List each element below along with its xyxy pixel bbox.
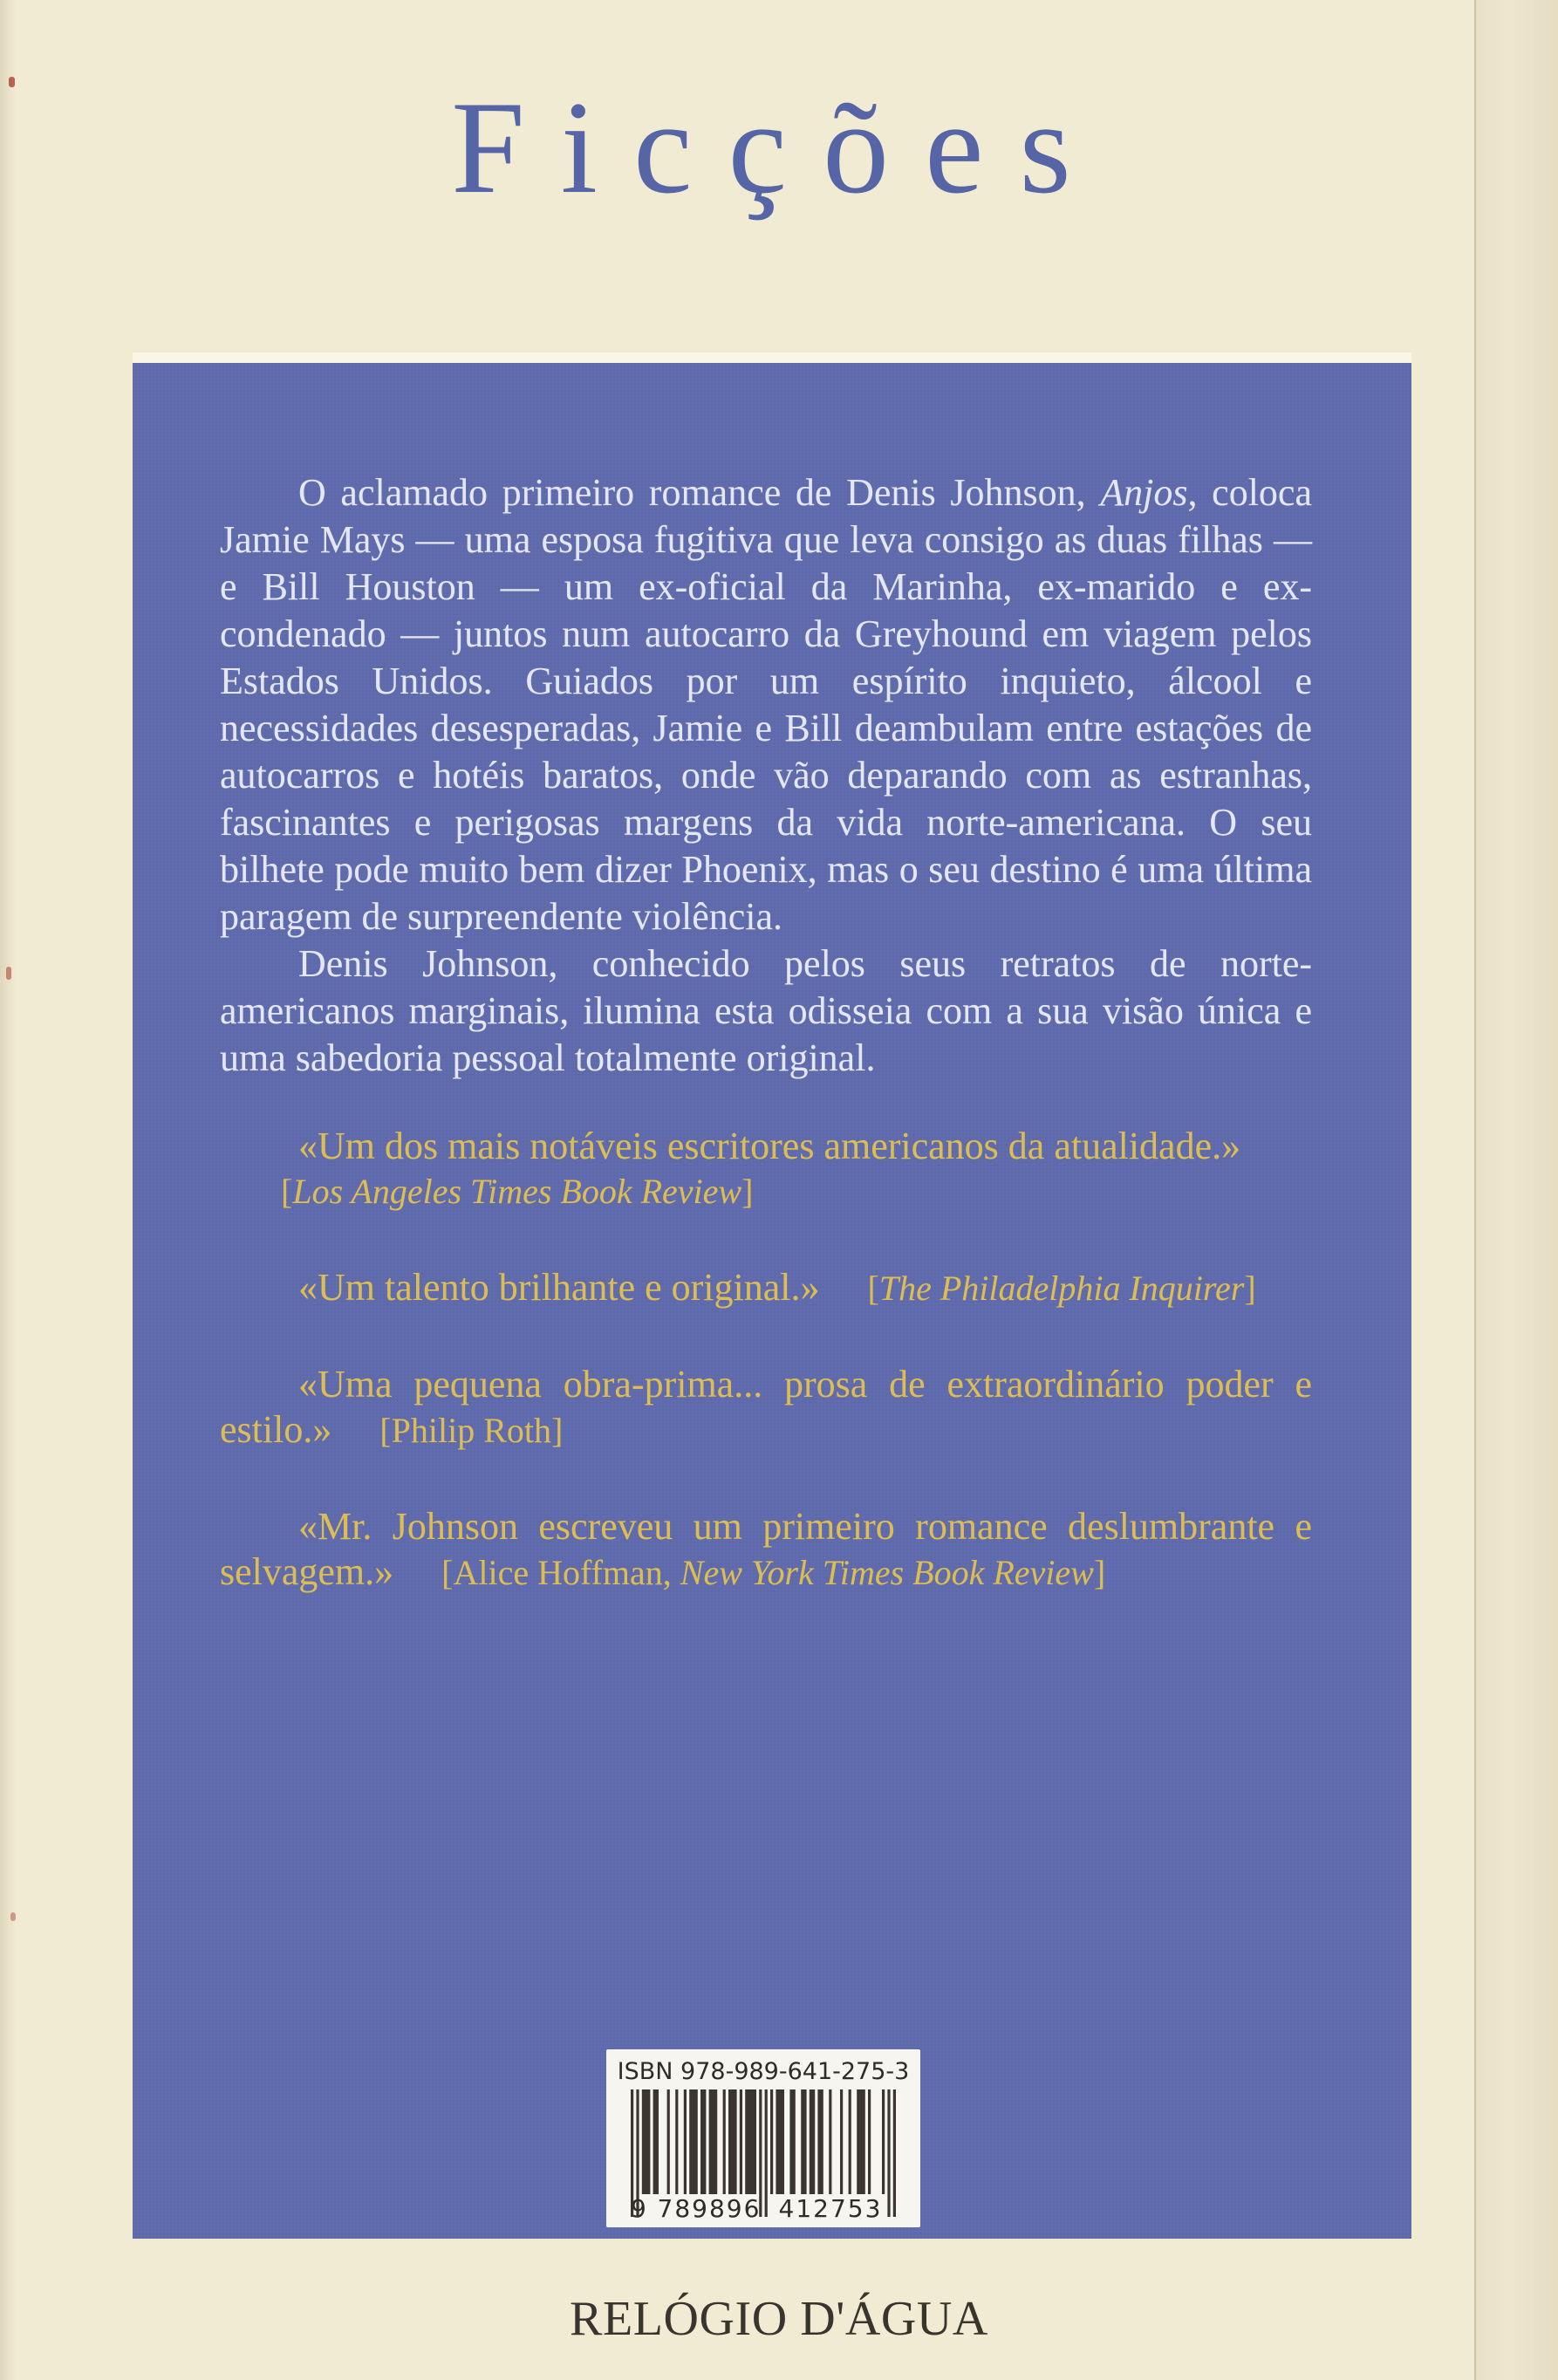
synopsis-panel xyxy=(133,363,1411,2239)
barcode xyxy=(606,2049,920,2227)
barcode-digits xyxy=(631,2196,896,2222)
quote-source: [Philip Roth] xyxy=(379,1411,564,1450)
quote-source: [Los Angeles Times Book Review] xyxy=(281,1172,754,1211)
panel-top-edge xyxy=(133,352,1411,363)
review-quotes xyxy=(220,1124,1312,1596)
barcode-digit-lead: 9 xyxy=(631,2194,646,2223)
review-quote-2 xyxy=(220,1265,1312,1311)
review-quote-3 xyxy=(220,1362,1312,1453)
quote-source: [The Philadelphia Inquirer] xyxy=(867,1269,1256,1308)
scan-speck xyxy=(10,1912,16,1921)
synopsis xyxy=(220,469,1312,1082)
scan-speck xyxy=(6,967,11,980)
review-quote-1 xyxy=(220,1124,1312,1214)
page-left-edge xyxy=(0,0,16,2380)
barcode-digit-group-2: 412753 xyxy=(778,2194,883,2223)
quote-text: «Um talento brilhante e original.» xyxy=(298,1266,820,1309)
barcode-digit-group-1: 789896 xyxy=(657,2194,762,2223)
review-quote-4 xyxy=(220,1504,1312,1596)
scan-speck xyxy=(9,77,15,87)
publisher-name: RELÓGIO D'ÁGUA xyxy=(570,2292,988,2346)
quote-text: «Uma pequena obra-prima... prosa de extraordinário poder e estilo.» xyxy=(220,1363,1312,1451)
quote-source: [Alice Hoffman, New York Times Book Review] xyxy=(441,1553,1106,1592)
isbn-label: ISBN 978-989-641-275-3 xyxy=(617,2058,910,2085)
quote-text: «Mr. Johnson escreveu um primeiro romance deslumbrante e selvagem.» xyxy=(220,1505,1312,1593)
synopsis-paragraph-1: O aclamado primeiro romance de Denis Johnson, Anjos, coloca Jamie Mays — uma esposa fugitiva que leva consigo as duas filhas — e Bill Houston — um ex-oficial da Marinha, ex-marido e ex-condenado — juntos num autocarro da Greyhound em viagem pelos Estados Unidos. Guiados por um espírito inquieto, álcool e necessidades desesperadas, Jamie e Bill deambulam entre estações de autocarros e hotéis baratos, onde vão deparando com as estranhas, fascinantes e perigosas margens da vida norte-americana. O seu bilhete pode muito bem dizer Phoenix, mas o seu destino é uma última paragem de surpreendente violência. xyxy=(220,471,1312,938)
synopsis-paragraph-2: Denis Johnson, conhecido pelos seus retratos de norte-americanos marginais, ilumina esta odisseia com a sua visão única e uma sabedoria pessoal totalmente original. xyxy=(220,942,1312,1079)
collection-title: Ficções xyxy=(451,74,1107,221)
quote-text: «Um dos mais notáveis escritores americanos da atualidade.» xyxy=(298,1125,1241,1167)
page-right-edge xyxy=(1474,0,1558,2380)
